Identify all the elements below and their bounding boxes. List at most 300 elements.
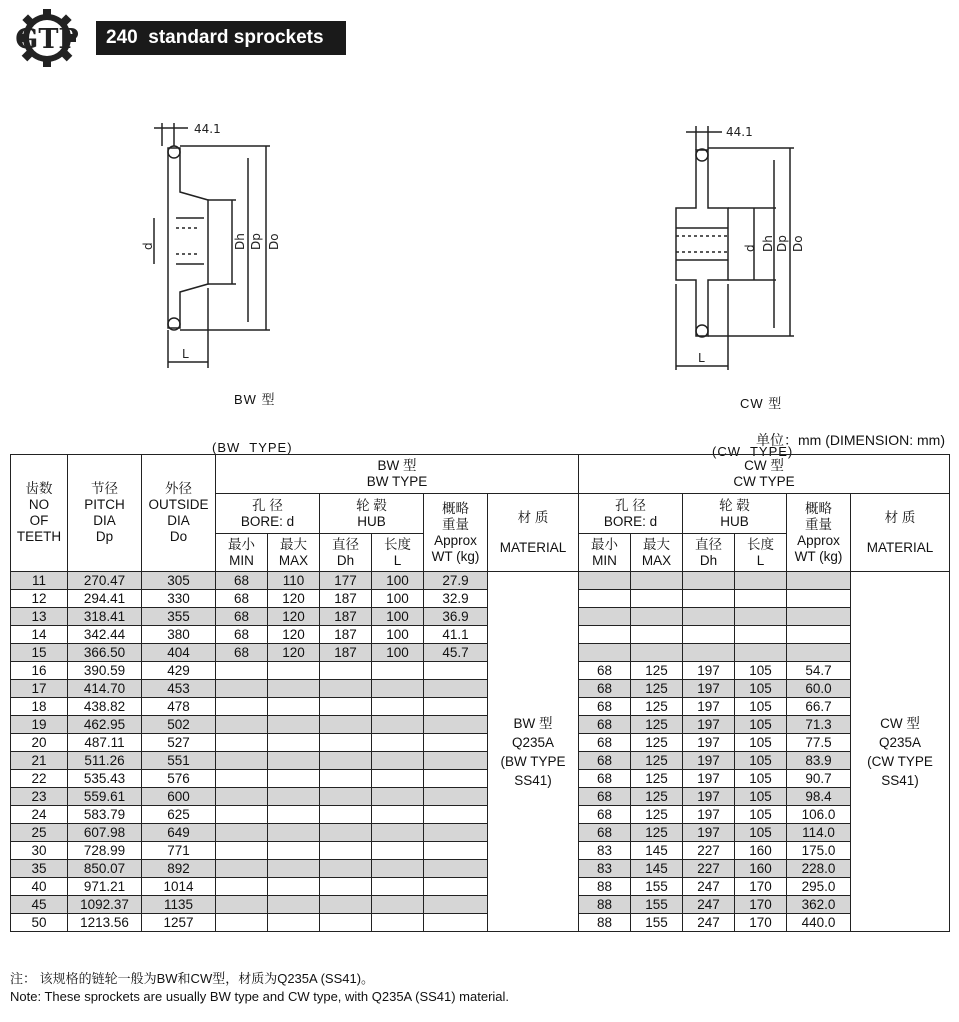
cell-bw-dh bbox=[320, 860, 372, 878]
cell-bw-l bbox=[372, 716, 424, 734]
cell-cw-weight: 71.3 bbox=[787, 716, 851, 734]
table-row bbox=[11, 608, 950, 626]
cell-cw-max: 125 bbox=[631, 662, 683, 680]
cell-outside-dia: 576 bbox=[142, 770, 216, 788]
cell-bw-min bbox=[216, 824, 268, 842]
cell-outside-dia: 892 bbox=[142, 860, 216, 878]
cell-cw-max: 125 bbox=[631, 806, 683, 824]
cell-teeth: 50 bbox=[11, 914, 68, 932]
cell-cw-dh: 227 bbox=[683, 842, 735, 860]
cell-cw-max bbox=[631, 590, 683, 608]
cell-cw-l bbox=[735, 608, 787, 626]
cell-bw-min bbox=[216, 716, 268, 734]
note-chinese: 注： 该规格的链轮一般为BW和CW型，材质为Q235A (SS41)。 bbox=[10, 971, 375, 986]
cell-bw-min bbox=[216, 806, 268, 824]
cell-outside-dia: 1257 bbox=[142, 914, 216, 932]
table-row bbox=[11, 770, 950, 788]
cell-cw-max bbox=[631, 644, 683, 662]
table-row bbox=[11, 788, 950, 806]
cell-cw-min: 68 bbox=[579, 734, 631, 752]
cell-bw-l bbox=[372, 788, 424, 806]
cell-cw-l: 105 bbox=[735, 698, 787, 716]
cell-bw-dh bbox=[320, 698, 372, 716]
cell-bw-l bbox=[372, 896, 424, 914]
cell-cw-dh: 197 bbox=[683, 752, 735, 770]
cell-bw-dh bbox=[320, 788, 372, 806]
cell-bw-min bbox=[216, 878, 268, 896]
cell-cw-dh: 247 bbox=[683, 914, 735, 932]
table-row bbox=[11, 590, 950, 608]
cell-pitch-dia: 971.21 bbox=[68, 878, 142, 896]
cell-teeth: 25 bbox=[11, 824, 68, 842]
cell-pitch-dia: 294.41 bbox=[68, 590, 142, 608]
cell-cw-weight bbox=[787, 644, 851, 662]
cell-cw-min: 88 bbox=[579, 896, 631, 914]
cell-bw-dh bbox=[320, 806, 372, 824]
bw-label-dh: Dh bbox=[233, 233, 247, 250]
cell-teeth: 15 bbox=[11, 644, 68, 662]
cell-bw-dh: 187 bbox=[320, 626, 372, 644]
cell-cw-weight: 66.7 bbox=[787, 698, 851, 716]
cell-cw-weight: 114.0 bbox=[787, 824, 851, 842]
cell-cw-material: CW 型 Q235A (CW TYPE SS41) bbox=[851, 572, 950, 932]
gtp-logo bbox=[10, 8, 84, 68]
cell-bw-dh: 187 bbox=[320, 608, 372, 626]
cell-teeth: 30 bbox=[11, 842, 68, 860]
cell-cw-min: 68 bbox=[579, 770, 631, 788]
unit-label: 单位：mm (DIMENSION: mm) bbox=[756, 432, 945, 448]
cell-bw-weight bbox=[424, 770, 488, 788]
cell-cw-max: 125 bbox=[631, 734, 683, 752]
cw-caption-line2: (CW TYPE) bbox=[712, 444, 794, 459]
cell-teeth: 13 bbox=[11, 608, 68, 626]
cell-teeth: 24 bbox=[11, 806, 68, 824]
header-cw-max: 最大 MAX bbox=[631, 534, 683, 572]
cell-bw-max bbox=[268, 716, 320, 734]
cell-pitch-dia: 438.82 bbox=[68, 698, 142, 716]
cell-cw-weight: 98.4 bbox=[787, 788, 851, 806]
table-row bbox=[11, 860, 950, 878]
cell-teeth: 16 bbox=[11, 662, 68, 680]
cell-bw-l bbox=[372, 914, 424, 932]
cell-cw-l: 105 bbox=[735, 770, 787, 788]
cell-outside-dia: 649 bbox=[142, 824, 216, 842]
cell-teeth: 17 bbox=[11, 680, 68, 698]
cell-cw-max: 155 bbox=[631, 878, 683, 896]
header-bw-l: 长度 L bbox=[372, 534, 424, 572]
cell-bw-min: 68 bbox=[216, 572, 268, 590]
cell-cw-dh: 197 bbox=[683, 770, 735, 788]
cell-cw-min: 83 bbox=[579, 860, 631, 878]
cell-cw-max: 125 bbox=[631, 680, 683, 698]
cell-bw-max bbox=[268, 788, 320, 806]
cw-label-dp: Dp bbox=[775, 235, 789, 252]
cell-cw-dh bbox=[683, 608, 735, 626]
cell-cw-l: 105 bbox=[735, 716, 787, 734]
cell-bw-min bbox=[216, 662, 268, 680]
cell-cw-max: 125 bbox=[631, 788, 683, 806]
cell-teeth: 14 bbox=[11, 626, 68, 644]
cell-bw-l bbox=[372, 698, 424, 716]
table-row bbox=[11, 662, 950, 680]
cell-outside-dia: 429 bbox=[142, 662, 216, 680]
cell-bw-dh bbox=[320, 824, 372, 842]
cell-bw-weight bbox=[424, 806, 488, 824]
cell-outside-dia: 502 bbox=[142, 716, 216, 734]
cell-outside-dia: 305 bbox=[142, 572, 216, 590]
cell-cw-weight: 175.0 bbox=[787, 842, 851, 860]
cell-bw-l bbox=[372, 860, 424, 878]
cell-teeth: 22 bbox=[11, 770, 68, 788]
cell-outside-dia: 478 bbox=[142, 698, 216, 716]
table-row bbox=[11, 698, 950, 716]
cell-cw-l: 105 bbox=[735, 662, 787, 680]
header-cw-hub: 轮 毂 HUB bbox=[683, 494, 787, 534]
cell-bw-weight: 27.9 bbox=[424, 572, 488, 590]
cell-bw-weight bbox=[424, 860, 488, 878]
cell-pitch-dia: 414.70 bbox=[68, 680, 142, 698]
cell-pitch-dia: 535.43 bbox=[68, 770, 142, 788]
bw-label-l: L bbox=[182, 347, 189, 361]
cell-cw-l: 105 bbox=[735, 680, 787, 698]
cell-pitch-dia: 366.50 bbox=[68, 644, 142, 662]
cell-cw-max: 125 bbox=[631, 752, 683, 770]
cell-cw-weight: 440.0 bbox=[787, 914, 851, 932]
cell-bw-l bbox=[372, 680, 424, 698]
bw-label-do: Do bbox=[267, 233, 281, 250]
cell-bw-weight bbox=[424, 842, 488, 860]
cell-outside-dia: 453 bbox=[142, 680, 216, 698]
header-teeth: 齿数 NO OF TEETH bbox=[11, 455, 68, 572]
cell-cw-min: 88 bbox=[579, 914, 631, 932]
cell-bw-weight bbox=[424, 734, 488, 752]
cell-cw-l: 170 bbox=[735, 896, 787, 914]
cell-cw-weight: 60.0 bbox=[787, 680, 851, 698]
cell-teeth: 45 bbox=[11, 896, 68, 914]
cell-bw-max bbox=[268, 914, 320, 932]
cell-cw-dh: 197 bbox=[683, 662, 735, 680]
cell-outside-dia: 404 bbox=[142, 644, 216, 662]
cell-bw-weight: 36.9 bbox=[424, 608, 488, 626]
cell-bw-min bbox=[216, 788, 268, 806]
cell-bw-l bbox=[372, 824, 424, 842]
cell-bw-max bbox=[268, 680, 320, 698]
cell-cw-max: 155 bbox=[631, 896, 683, 914]
cell-teeth: 12 bbox=[11, 590, 68, 608]
cell-bw-max bbox=[268, 824, 320, 842]
cell-cw-l bbox=[735, 626, 787, 644]
cw-caption-line1: CW 型 bbox=[740, 396, 783, 411]
cell-cw-weight: 295.0 bbox=[787, 878, 851, 896]
cell-cw-min bbox=[579, 644, 631, 662]
cell-bw-l bbox=[372, 752, 424, 770]
cw-label-l: L bbox=[698, 351, 705, 365]
cell-cw-max: 155 bbox=[631, 914, 683, 932]
cell-bw-min bbox=[216, 914, 268, 932]
cell-bw-weight bbox=[424, 698, 488, 716]
cell-cw-min: 68 bbox=[579, 788, 631, 806]
cell-bw-dh bbox=[320, 752, 372, 770]
cell-teeth: 35 bbox=[11, 860, 68, 878]
cell-bw-min bbox=[216, 770, 268, 788]
cell-outside-dia: 527 bbox=[142, 734, 216, 752]
cell-bw-weight bbox=[424, 824, 488, 842]
cell-bw-max: 120 bbox=[268, 626, 320, 644]
cell-cw-weight bbox=[787, 590, 851, 608]
cell-bw-l bbox=[372, 878, 424, 896]
cell-bw-weight bbox=[424, 788, 488, 806]
cell-cw-l: 170 bbox=[735, 914, 787, 932]
header-cw-dh: 直径 Dh bbox=[683, 534, 735, 572]
table-row bbox=[11, 806, 950, 824]
cell-cw-dh: 197 bbox=[683, 806, 735, 824]
table-row bbox=[11, 824, 950, 842]
cell-bw-max: 120 bbox=[268, 590, 320, 608]
cell-pitch-dia: 390.59 bbox=[68, 662, 142, 680]
cell-teeth: 23 bbox=[11, 788, 68, 806]
page-title: 240 standard sprockets bbox=[96, 21, 346, 55]
cell-cw-dh bbox=[683, 572, 735, 590]
cell-cw-weight bbox=[787, 608, 851, 626]
cell-outside-dia: 600 bbox=[142, 788, 216, 806]
cell-cw-max: 145 bbox=[631, 860, 683, 878]
cell-bw-max bbox=[268, 770, 320, 788]
cell-bw-dh bbox=[320, 662, 372, 680]
cell-cw-min: 68 bbox=[579, 680, 631, 698]
cell-cw-weight: 77.5 bbox=[787, 734, 851, 752]
cell-cw-dh bbox=[683, 590, 735, 608]
cell-outside-dia: 1014 bbox=[142, 878, 216, 896]
table-row bbox=[11, 716, 950, 734]
cell-outside-dia: 380 bbox=[142, 626, 216, 644]
cell-bw-max bbox=[268, 752, 320, 770]
cell-cw-dh: 197 bbox=[683, 680, 735, 698]
cell-cw-l: 170 bbox=[735, 878, 787, 896]
cell-cw-l: 105 bbox=[735, 752, 787, 770]
cell-teeth: 19 bbox=[11, 716, 68, 734]
header-bw-type: BW 型 BW TYPE bbox=[216, 455, 579, 494]
header-bw-max: 最大 MAX bbox=[268, 534, 320, 572]
cell-teeth: 20 bbox=[11, 734, 68, 752]
cell-bw-max: 120 bbox=[268, 644, 320, 662]
cell-bw-l bbox=[372, 770, 424, 788]
cell-bw-min: 68 bbox=[216, 644, 268, 662]
cell-bw-material: BW 型 Q235A (BW TYPE SS41) bbox=[488, 572, 579, 932]
cell-bw-max bbox=[268, 860, 320, 878]
header-bw-hub: 轮 毂 HUB bbox=[320, 494, 424, 534]
bw-label-dp: Dp bbox=[249, 233, 263, 250]
cell-bw-min bbox=[216, 698, 268, 716]
header-cw-bore: 孔 径 BORE: d bbox=[579, 494, 683, 534]
table-row bbox=[11, 752, 950, 770]
cell-cw-weight bbox=[787, 626, 851, 644]
header-cw-type: CW 型 CW TYPE bbox=[579, 455, 950, 494]
cell-outside-dia: 551 bbox=[142, 752, 216, 770]
cell-cw-max bbox=[631, 626, 683, 644]
cell-cw-max: 125 bbox=[631, 698, 683, 716]
cell-cw-min: 68 bbox=[579, 716, 631, 734]
cell-bw-l: 100 bbox=[372, 590, 424, 608]
cell-cw-l: 105 bbox=[735, 824, 787, 842]
cell-bw-max bbox=[268, 878, 320, 896]
cell-outside-dia: 771 bbox=[142, 842, 216, 860]
cell-cw-min: 88 bbox=[579, 878, 631, 896]
cell-bw-dh bbox=[320, 914, 372, 932]
header-pitch-dia: 节径 PITCH DIA Dp bbox=[68, 455, 142, 572]
cell-pitch-dia: 511.26 bbox=[68, 752, 142, 770]
cell-cw-weight: 228.0 bbox=[787, 860, 851, 878]
cell-bw-min bbox=[216, 896, 268, 914]
cell-pitch-dia: 728.99 bbox=[68, 842, 142, 860]
header-cw-min: 最小 MIN bbox=[579, 534, 631, 572]
table-row bbox=[11, 878, 950, 896]
cell-cw-l: 160 bbox=[735, 860, 787, 878]
cell-bw-l bbox=[372, 842, 424, 860]
cell-pitch-dia: 583.79 bbox=[68, 806, 142, 824]
cell-pitch-dia: 342.44 bbox=[68, 626, 142, 644]
cell-bw-l: 100 bbox=[372, 572, 424, 590]
cell-bw-weight: 32.9 bbox=[424, 590, 488, 608]
cell-bw-max bbox=[268, 734, 320, 752]
cell-bw-dh: 187 bbox=[320, 590, 372, 608]
cell-bw-weight bbox=[424, 716, 488, 734]
cell-bw-max: 120 bbox=[268, 608, 320, 626]
cell-teeth: 11 bbox=[11, 572, 68, 590]
cell-cw-dh bbox=[683, 644, 735, 662]
cell-cw-weight: 362.0 bbox=[787, 896, 851, 914]
cell-bw-dh bbox=[320, 842, 372, 860]
note-english: Note: These sprockets are usually BW type and CW type, with Q235A (SS41) material. bbox=[10, 989, 510, 1004]
cell-bw-min: 68 bbox=[216, 608, 268, 626]
table-body bbox=[11, 572, 950, 932]
header-bw-weight: 概略 重量 Approx WT (kg) bbox=[424, 494, 488, 572]
bw-label-d: d bbox=[141, 242, 155, 250]
cell-teeth: 40 bbox=[11, 878, 68, 896]
cell-cw-min: 68 bbox=[579, 806, 631, 824]
cell-outside-dia: 330 bbox=[142, 590, 216, 608]
cell-bw-dh bbox=[320, 896, 372, 914]
cell-pitch-dia: 1092.37 bbox=[68, 896, 142, 914]
cell-bw-max bbox=[268, 662, 320, 680]
cell-bw-max bbox=[268, 698, 320, 716]
header-bw-bore: 孔 径 BORE: d bbox=[216, 494, 320, 534]
cell-bw-max bbox=[268, 842, 320, 860]
cw-dim-top: 44.1 bbox=[726, 125, 753, 139]
logo-text: GTP bbox=[15, 24, 79, 55]
cell-bw-weight bbox=[424, 878, 488, 896]
table-row bbox=[11, 914, 950, 932]
header-outside-dia: 外径 OUTSIDE DIA Do bbox=[142, 455, 216, 572]
cell-cw-max: 125 bbox=[631, 824, 683, 842]
cell-pitch-dia: 559.61 bbox=[68, 788, 142, 806]
header-cw-material: 材 质 MATERIAL bbox=[851, 494, 950, 572]
cell-cw-max: 125 bbox=[631, 716, 683, 734]
header-cw-l: 长度 L bbox=[735, 534, 787, 572]
table-row bbox=[11, 644, 950, 662]
cell-outside-dia: 355 bbox=[142, 608, 216, 626]
cell-pitch-dia: 607.98 bbox=[68, 824, 142, 842]
cell-cw-dh: 197 bbox=[683, 716, 735, 734]
cell-bw-l bbox=[372, 806, 424, 824]
cell-bw-l bbox=[372, 662, 424, 680]
cell-cw-min bbox=[579, 590, 631, 608]
bw-type-diagram bbox=[140, 118, 310, 383]
cell-cw-max: 145 bbox=[631, 842, 683, 860]
header-bw-min: 最小 MIN bbox=[216, 534, 268, 572]
cell-bw-l: 100 bbox=[372, 644, 424, 662]
cell-cw-weight: 54.7 bbox=[787, 662, 851, 680]
cell-bw-dh bbox=[320, 734, 372, 752]
header-bw-material: 材 质 MATERIAL bbox=[488, 494, 579, 572]
cell-bw-min bbox=[216, 680, 268, 698]
cell-teeth: 18 bbox=[11, 698, 68, 716]
cell-bw-dh bbox=[320, 680, 372, 698]
cell-bw-dh bbox=[320, 716, 372, 734]
cell-cw-min: 68 bbox=[579, 698, 631, 716]
cell-cw-dh: 227 bbox=[683, 860, 735, 878]
cell-cw-dh: 197 bbox=[683, 824, 735, 842]
cell-bw-l: 100 bbox=[372, 608, 424, 626]
cell-bw-weight: 45.7 bbox=[424, 644, 488, 662]
cell-cw-min: 68 bbox=[579, 824, 631, 842]
cell-bw-min bbox=[216, 842, 268, 860]
cell-cw-min: 68 bbox=[579, 662, 631, 680]
cell-teeth: 21 bbox=[11, 752, 68, 770]
cw-type-diagram bbox=[664, 120, 834, 385]
cell-cw-l bbox=[735, 572, 787, 590]
cell-bw-weight bbox=[424, 752, 488, 770]
cell-cw-min: 68 bbox=[579, 752, 631, 770]
cell-cw-dh: 197 bbox=[683, 788, 735, 806]
cell-bw-weight bbox=[424, 680, 488, 698]
table-row bbox=[11, 896, 950, 914]
bw-caption-line1: BW 型 bbox=[234, 392, 276, 407]
cell-bw-weight bbox=[424, 662, 488, 680]
cell-cw-dh: 197 bbox=[683, 698, 735, 716]
table-row bbox=[11, 626, 950, 644]
cell-cw-l bbox=[735, 590, 787, 608]
cell-cw-weight bbox=[787, 572, 851, 590]
cw-label-dh: Dh bbox=[761, 235, 775, 252]
cell-bw-max bbox=[268, 806, 320, 824]
cell-pitch-dia: 1213.56 bbox=[68, 914, 142, 932]
cell-outside-dia: 625 bbox=[142, 806, 216, 824]
cell-cw-max bbox=[631, 572, 683, 590]
cell-cw-min bbox=[579, 608, 631, 626]
cw-label-do: Do bbox=[791, 235, 805, 252]
cell-pitch-dia: 487.11 bbox=[68, 734, 142, 752]
header-cw-weight: 概略 重量 Approx WT (kg) bbox=[787, 494, 851, 572]
cell-cw-l: 105 bbox=[735, 788, 787, 806]
cell-cw-l: 160 bbox=[735, 842, 787, 860]
table-row bbox=[11, 680, 950, 698]
cell-bw-l bbox=[372, 734, 424, 752]
cell-bw-max: 110 bbox=[268, 572, 320, 590]
cell-cw-weight: 83.9 bbox=[787, 752, 851, 770]
cell-bw-weight bbox=[424, 896, 488, 914]
cell-bw-min bbox=[216, 734, 268, 752]
cell-bw-weight bbox=[424, 914, 488, 932]
cell-cw-l: 105 bbox=[735, 806, 787, 824]
cell-bw-l: 100 bbox=[372, 626, 424, 644]
cell-cw-min: 83 bbox=[579, 842, 631, 860]
cell-bw-min bbox=[216, 752, 268, 770]
cw-label-d: d bbox=[743, 244, 757, 252]
cell-bw-dh bbox=[320, 770, 372, 788]
cell-bw-min: 68 bbox=[216, 626, 268, 644]
cell-cw-dh: 247 bbox=[683, 878, 735, 896]
cell-cw-dh: 197 bbox=[683, 734, 735, 752]
